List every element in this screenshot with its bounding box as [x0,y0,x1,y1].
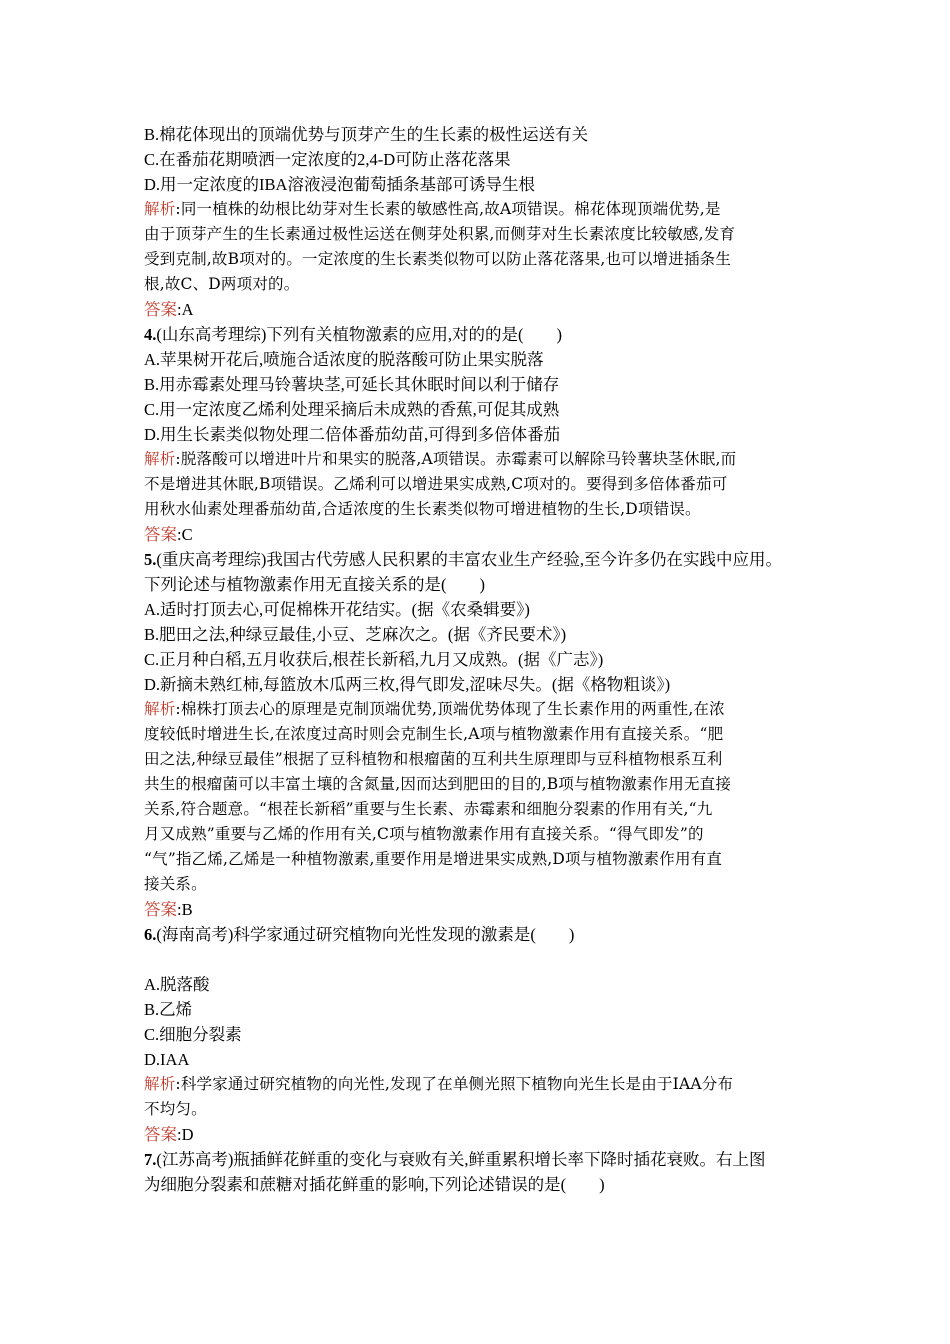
q5-analysis-line-3: 田之法,种绿豆最佳”根据了豆科植物和根瘤菌的互利共生原理即与豆科植物根系互利 [144,750,723,768]
q7-stem-line-1: 7.(江苏高考)瓶插鲜花鲜重的变化与衰败有关,鲜重累积增长率下降时插花衰败。右上图 [144,1150,766,1169]
q5-option-d: D.新摘未熟红柿,每篮放木瓜两三枚,得气即发,涩味尽失。(据《格物粗谈》) [144,675,671,694]
q4-number: 4. [144,325,157,344]
q5-analysis-line-7: “气”指乙烯,乙烯是一种植物激素,重要作用是增进果实成熟,D项与植物激素作用有直 [144,850,723,868]
q5-option-a: A.适时打顶去心,可促棉株开花结实。(据《农桑辑要》) [144,600,530,619]
q5-stem-line-2: 下列论述与植物激素作用无直接关系的是( ) [144,575,485,594]
q3-option-b: B.棉花体现出的顶端优势与顶芽产生的生长素的极性运送有关 [144,125,589,144]
analysis-label: 解析 [144,1075,176,1093]
q5-answer: 答案:B [144,900,193,919]
q4-analysis-line-2: 不是增进其休眠,B项错误。乙烯利可以增进果实成熟,C项对的。要得到多倍体番茄可 [144,475,728,493]
q5-stem-line-1: 5.(重庆高考理综)我国古代劳感人民积累的丰富农业生产经验,至今许多仍在实践中应用。 [144,550,782,569]
q3-option-d: D.用一定浓度的IBA溶液浸泡葡萄插条基部可诱导生根 [144,175,535,194]
document-page [144,122,810,1197]
q6-analysis-line-2: 不均匀。 [144,1100,207,1118]
q7-stem-line-2: 为细胞分裂素和蔗糖对插花鲜重的影响,下列论述错误的是( ) [144,1175,605,1194]
q4-option-a: A.苹果树开花后,喷施合适浓度的脱落酸可防止果实脱落 [144,350,544,369]
q5-analysis-line-8: 接关系。 [144,875,207,893]
answer-label: 答案 [144,900,177,919]
q4-stem: 4.(山东高考理综)下列有关植物激素的应用,对的的是( ) [144,325,562,344]
q6-analysis-line-1: 解析:科学家通过研究植物的向光性,发现了在单侧光照下植物向光生长是由于IAA分布 [144,1075,734,1093]
answer-label: 答案 [144,525,177,544]
q3-analysis-line-1: 解析:同一植株的幼根比幼芽对生长素的敏感性高,故A项错误。棉花体现顶端优势,是 [144,200,721,218]
q3-analysis-line-2: 由于顶芽产生的生长素通过极性运送在侧芽处积累,而侧芽对生长素浓度比较敏感,发育 [144,225,736,243]
q5-analysis-line-6: 月又成熟”重要与乙烯的作用有关,C项与植物激素作用有直接关系。“得气即发”的 [144,825,704,843]
q4-option-b: B.用赤霉素处理马铃薯块茎,可延长其休眠时间以利于储存 [144,375,560,394]
q6-stem: 6.(海南高考)科学家通过研究植物向光性发现的激素是( ) [144,925,575,944]
q5-analysis-line-1: 解析:棉株打顶去心的原理是克制顶端优势,顶端优势体现了生长素作用的两重性,在浓 [144,700,725,718]
q5-option-b: B.肥田之法,种绿豆最佳,小豆、芝麻次之。(据《齐民要术》) [144,625,567,644]
answer-label: 答案 [144,1125,177,1144]
q5-analysis-line-4: 共生的根瘤菌可以丰富土壤的含氮量,因而达到肥田的目的,B项与植物激素作用无直接 [144,775,732,793]
answer-label: 答案 [144,300,177,319]
q6-number: 6. [144,925,157,944]
q3-option-c: C.在番茄花期喷洒一定浓度的2,4-D可防止落花落果 [144,150,511,169]
q5-analysis-line-2: 度较低时增进生长,在浓度过高时则会克制生长,A项与植物激素作用有直接关系。“肥 [144,725,724,743]
q5-analysis-line-5: 关系,符合题意。“根茬长新稻”重要与生长素、赤霉素和细胞分裂素的作用有关,“九 [144,800,713,818]
q6-answer: 答案:D [144,1125,194,1144]
analysis-label: 解析 [144,450,176,468]
q7-number: 7. [144,1150,157,1169]
q3-answer: 答案:A [144,300,194,319]
q4-option-d: D.用生长素类似物处理二倍体番茄幼苗,可得到多倍体番茄 [144,425,561,444]
q4-analysis-line-3: 用秋水仙素处理番茄幼苗,合适浓度的生长素类似物可增进植物的生长,D项错误。 [144,500,701,518]
blank-line [144,947,810,972]
q5-number: 5. [144,550,157,569]
q4-option-c: C.用一定浓度乙烯利处理采摘后未成熟的香蕉,可促其成熟 [144,400,560,419]
q6-option-d: D.IAA [144,1050,190,1069]
analysis-label: 解析 [144,200,176,218]
q5-option-c: C.正月种白稻,五月收获后,根茬长新稻,九月又成熟。(据《广志》) [144,650,604,669]
q6-option-c: C.细胞分裂素 [144,1025,242,1044]
q6-option-a: A.脱落酸 [144,975,210,994]
q4-analysis-line-1: 解析:脱落酸可以增进叶片和果实的脱落,A项错误。赤霉素可以解除马铃薯块茎休眠,而 [144,450,737,468]
q3-analysis-line-3: 受到克制,故B项对的。一定浓度的生长素类似物可以防止落花落果,也可以增进插条生 [144,250,732,268]
q3-analysis-line-4: 根,故C、D两项对的。 [144,275,300,293]
q6-option-b: B.乙烯 [144,1000,193,1019]
analysis-label: 解析 [144,700,176,718]
q4-answer: 答案:C [144,525,193,544]
